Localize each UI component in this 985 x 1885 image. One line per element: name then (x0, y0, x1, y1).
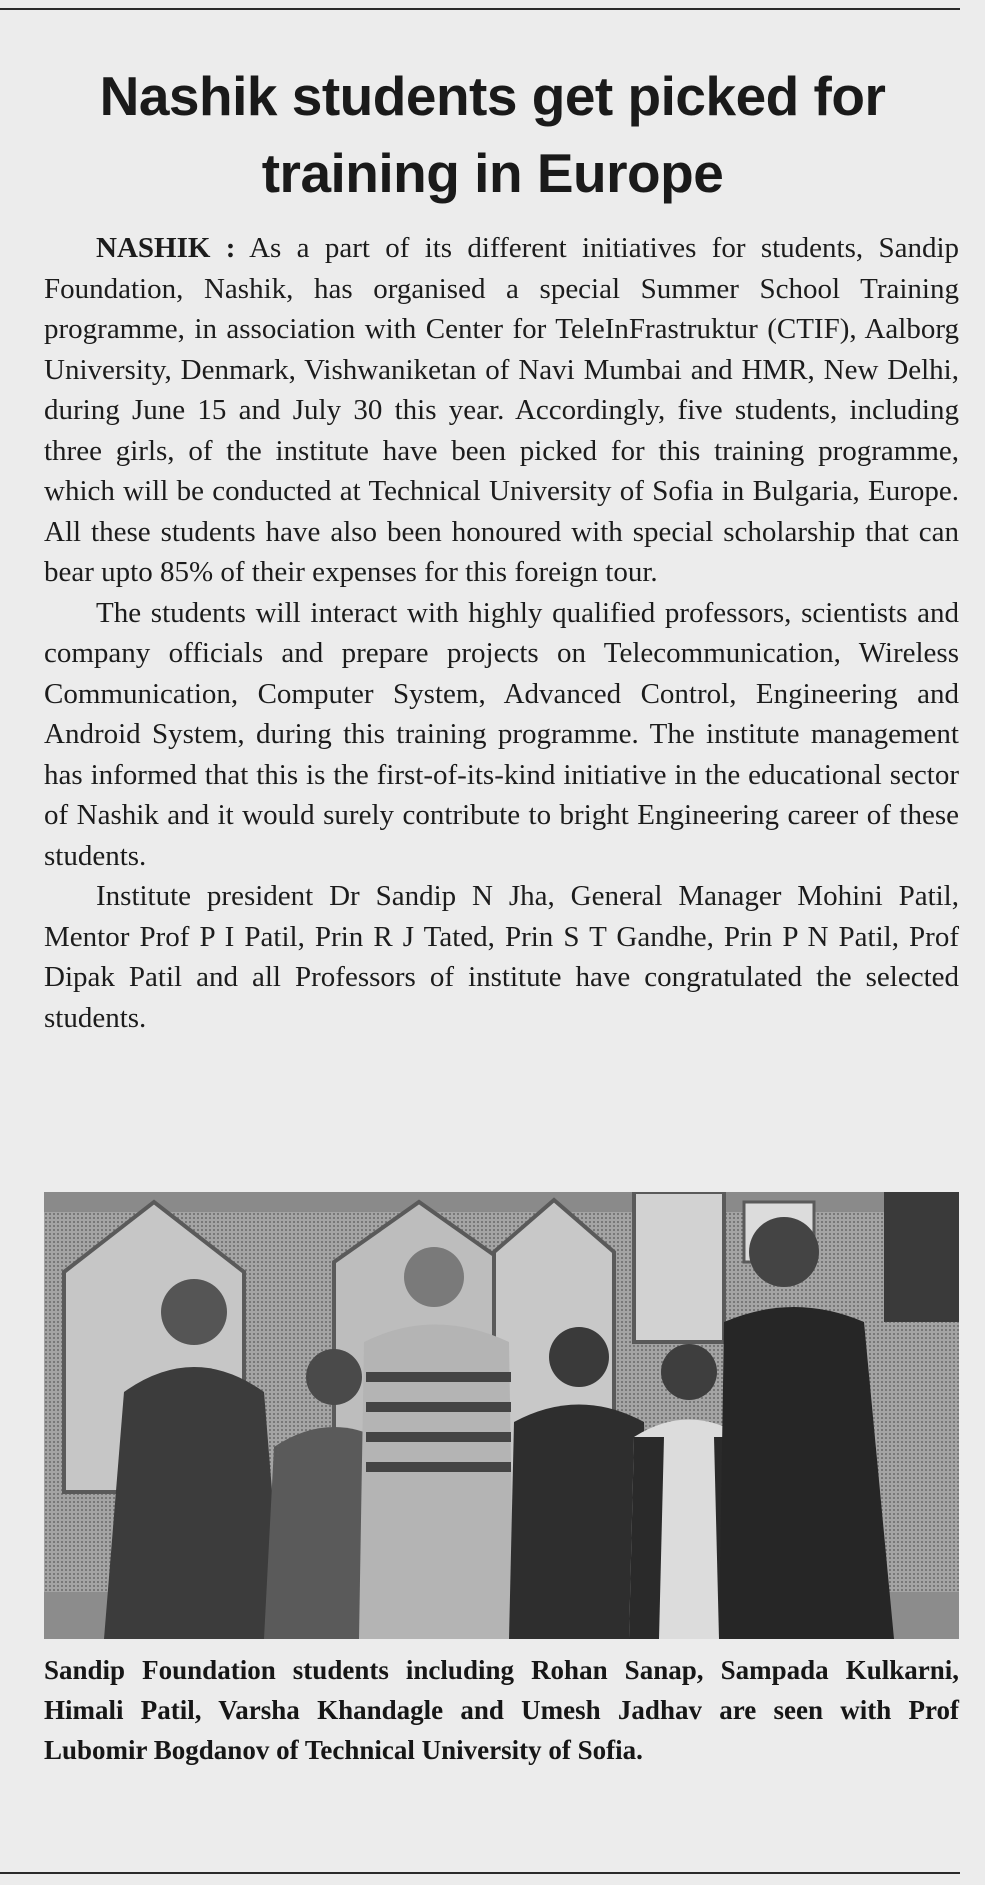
photo-caption: Sandip Foundation students including Rohan Sanap, Sampada Kulkarni, Himali Patil, Varsha Khandagle and Umesh Jadhav are seen with Prof Lubomir Bogdanov of Technical University of Sofia. (44, 1655, 959, 1765)
paragraph-1-text: As a part of its different initiatives for students, Sandip Foundation, Nashik, has organised a special Summer School Training programme, in association with Center for TeleInFrastruktur (CTIF), Aalborg University, Denmark, Vishwaniketan of Navi Mumbai and HMR, New Delhi, during June 15 and July 30 this year. Accordingly, five students, including three girls, of the institute have been picked for this training programme, which will be conducted at Technical University of Sofia in Bulgaria, Europe. All these students have also been honoured with special scholarship that can bear upto 85% of their expenses for this foreign tour. (44, 232, 959, 588)
group-photo (44, 1192, 959, 1639)
group-photo-illustration (44, 1192, 959, 1639)
bottom-rule (0, 1872, 960, 1874)
dateline: NASHIK : (96, 232, 236, 264)
article-body (44, 228, 959, 1038)
paragraph-3: Institute president Dr Sandip N Jha, General Manager Mohini Patil, Mentor Prof P I Patil, Prin R J Tated, Prin S T Gandhe, Prin P N Patil, Prof Dipak Patil and all Professors of institute have congratulated the selected students. (44, 880, 959, 1034)
paragraph-1 (44, 228, 959, 593)
article-headline: Nashik students get picked for training in Europe (99, 65, 886, 204)
paragraph-2: The students will interact with highly qualified professors, scientists and company officials and prepare projects on Telecommunication, Wireless Communication, Computer System, Advanced Control, Engineering and Android System, during this training programme. The institute management has informed that this is the first-of-its-kind initiative in the educational sector of Nashik and it would surely contribute to bright Engineering career of these students. (44, 596, 959, 872)
top-rule (0, 8, 960, 10)
